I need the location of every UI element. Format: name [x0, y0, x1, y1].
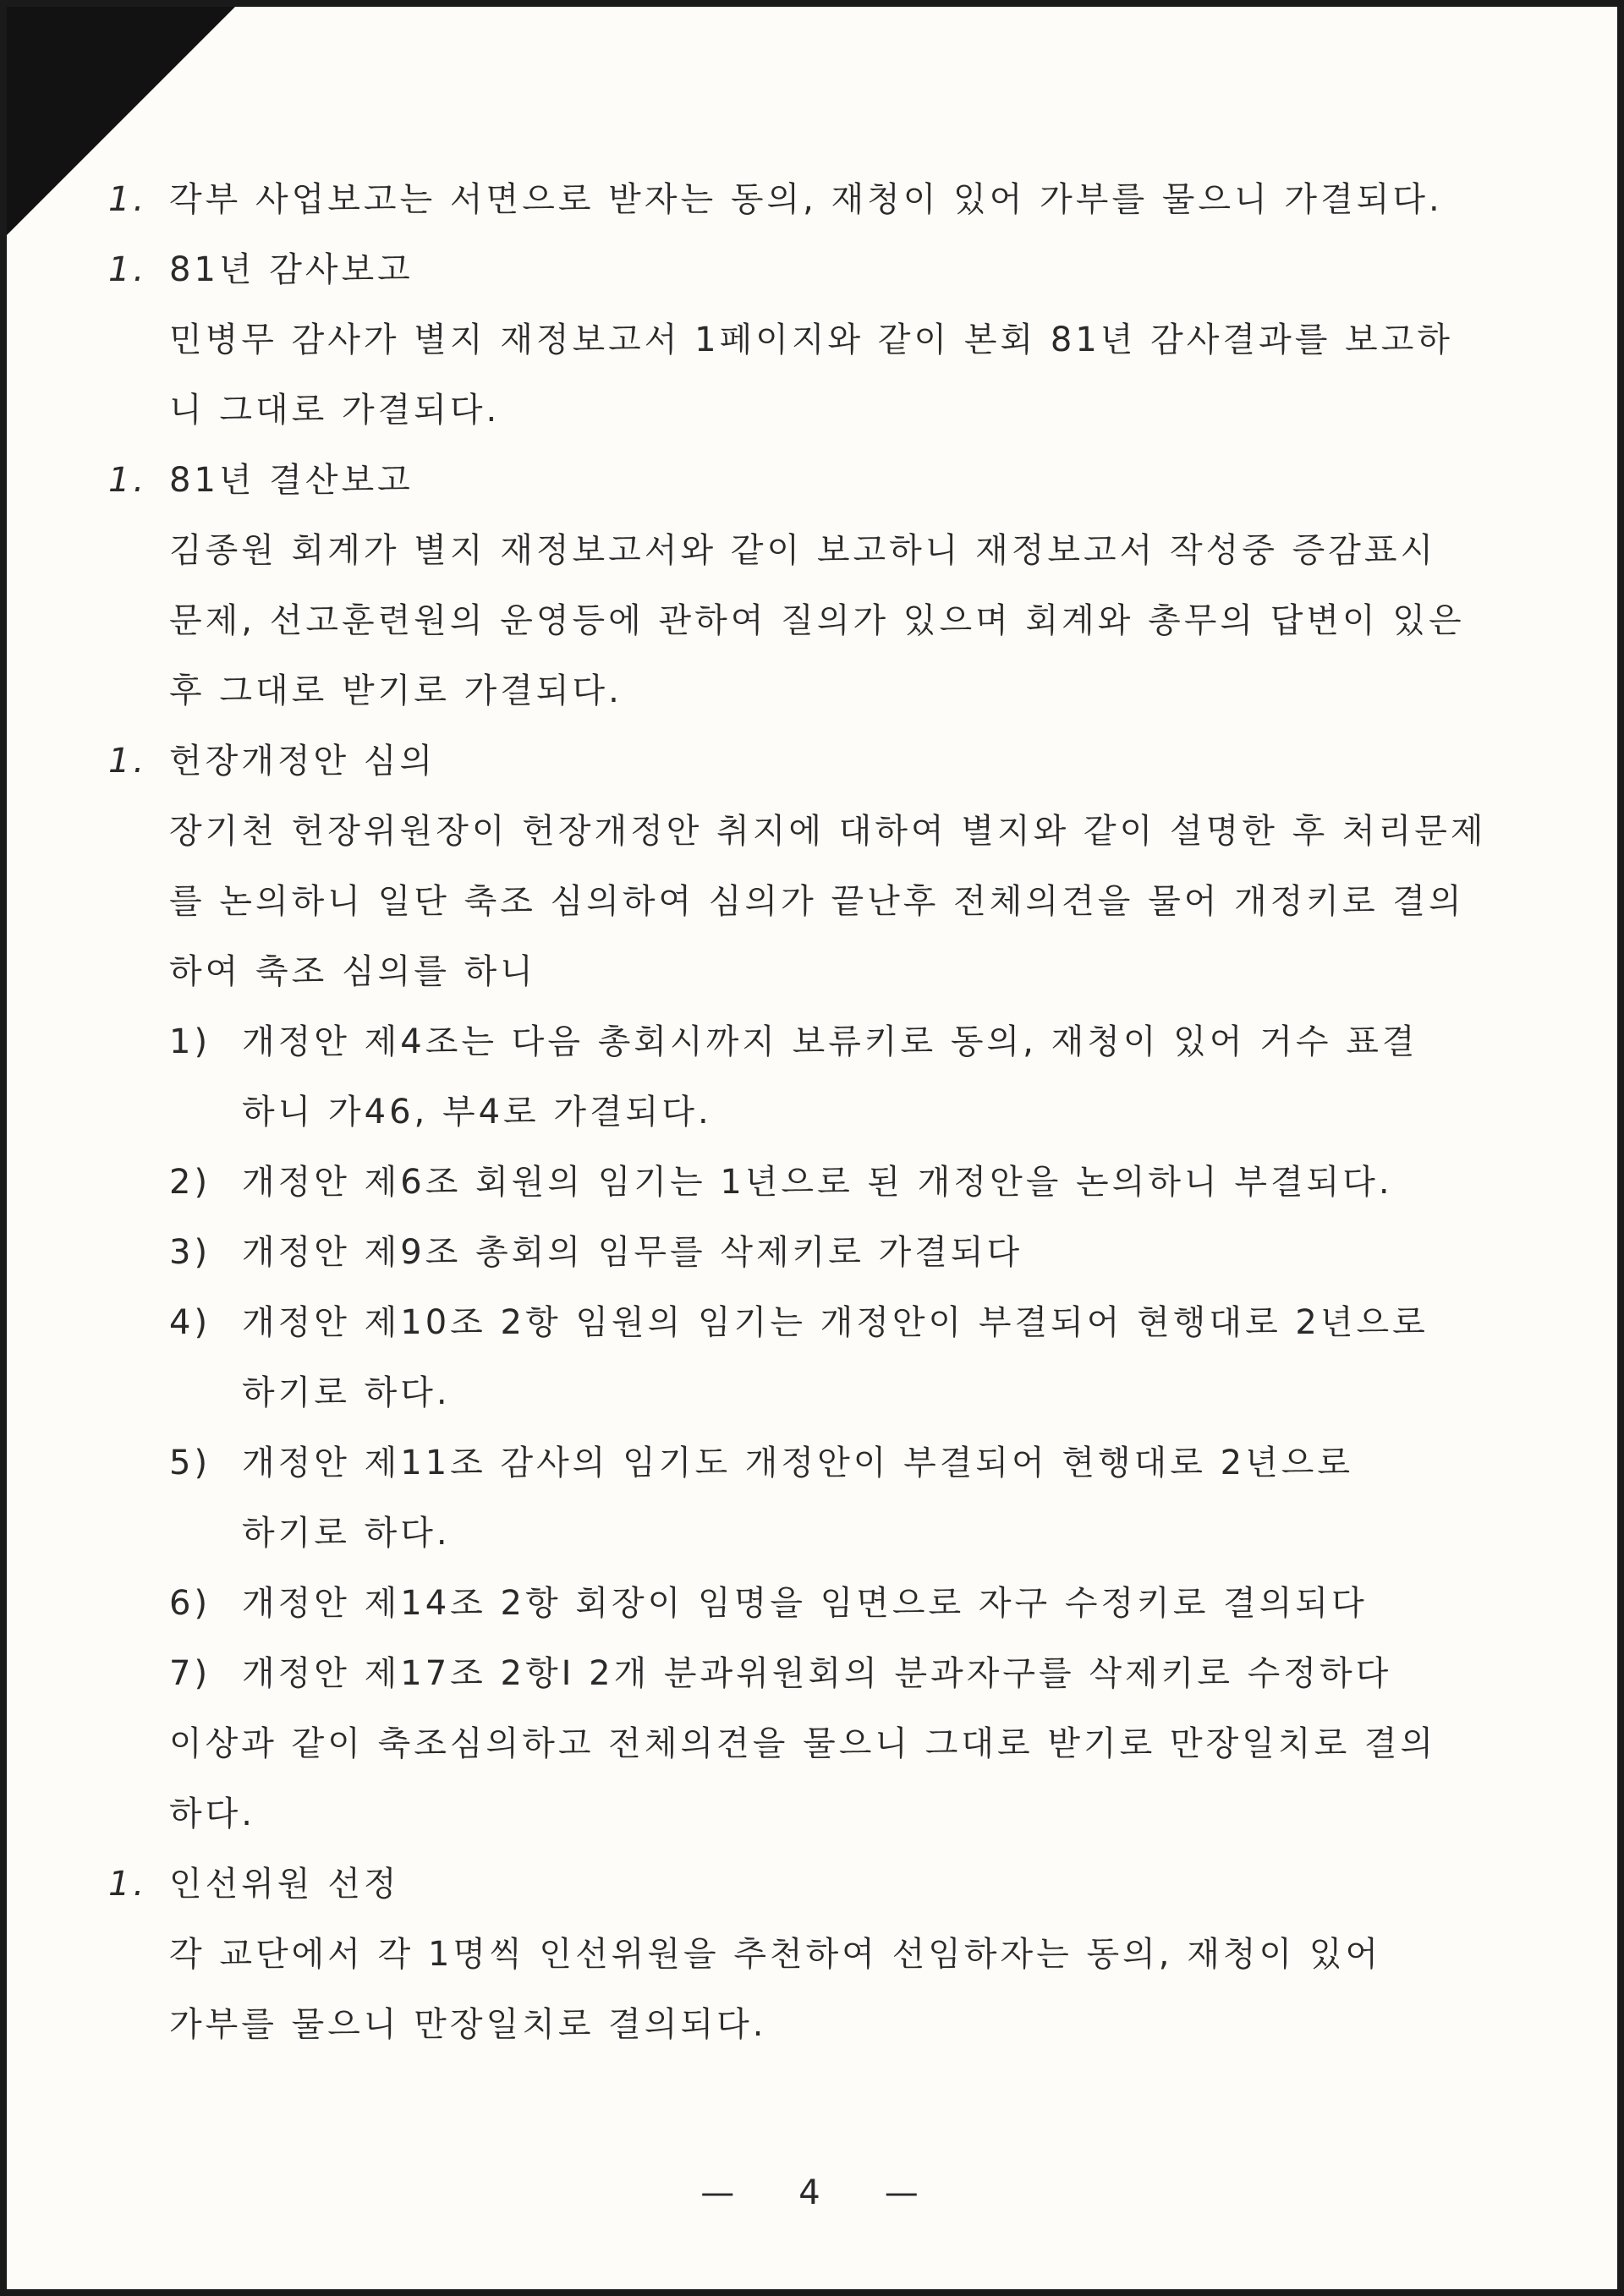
- agenda-item: [108, 246, 414, 293]
- sub-item-number: 4): [169, 1303, 211, 1342]
- item-number: 1.: [108, 180, 148, 219]
- paragraph-line: 를 논의하니 일단 축조 심의하여 심의가 끝난후 전체의견을 물어 개정키로 결의: [169, 882, 1465, 921]
- paragraph-line: 하여 축조 심의를 하니: [169, 952, 536, 991]
- page-number-dash-left: —: [700, 2173, 740, 2212]
- sub-item-number: 5): [169, 1444, 211, 1482]
- sub-item-text: 개정안 제9조 총회의 임무를 삭제키로 가결되다: [242, 1233, 1023, 1272]
- item-heading: 헌장개정안 심의: [169, 742, 436, 781]
- paragraph-line: 김종원 회계가 별지 재정보고서와 같이 보고하니 재정보고서 작성중 증감표시: [169, 531, 1437, 570]
- item-number: 1.: [108, 1865, 148, 1904]
- item-number: 1.: [108, 742, 148, 781]
- sub-item: [169, 1159, 1393, 1206]
- sub-item-text: 개정안 제6조 회원의 임기는 1년으로 된 개정안을 논의하니 부결되다.: [242, 1163, 1393, 1202]
- item-heading: 인선위원 선정: [169, 1865, 400, 1904]
- sub-item-text: 개정안 제10조 2항 임원의 임기는 개정안이 부결되어 현행대로 2년으로: [242, 1303, 1429, 1342]
- item-number: 1.: [108, 461, 148, 500]
- paragraph-line: 문제, 선고훈련원의 운영등에 관하여 질의가 있으며 회계와 총무의 답변이 있은: [169, 601, 1465, 640]
- sub-item-text: 개정안 제11조 감사의 임기도 개정안이 부결되어 현행대로 2년으로: [242, 1444, 1353, 1482]
- sub-item-text: 개정안 제17조 2항I 2개 분과위원회의 분과자구를 삭제키로 수정하다: [242, 1654, 1392, 1693]
- paragraph-line: 후 그대로 받기로 가결되다.: [169, 671, 623, 710]
- sub-item-number: 3): [169, 1233, 211, 1272]
- paragraph-line: 이상과 같이 축조심의하고 전체의견을 물으니 그대로 받기로 만장일치로 결의: [169, 1724, 1437, 1763]
- page-footer: [7, 2173, 1617, 2212]
- sub-item-number: 7): [169, 1654, 211, 1693]
- sub-item-number: 2): [169, 1163, 211, 1202]
- paragraph-line: 하기로 하다.: [242, 1514, 451, 1553]
- item-heading: 81년 감사보고: [169, 250, 414, 289]
- page-number: 4: [798, 2173, 826, 2212]
- item-text: 각부 사업보고는 서면으로 받자는 동의, 재청이 있어 가부를 물으니 가결되다.: [169, 180, 1443, 219]
- sub-item-text: 개정안 제4조는 다음 총회시까지 보류키로 동의, 재청이 있어 거수 표결: [242, 1022, 1418, 1061]
- sub-item: [169, 1650, 1391, 1697]
- paragraph-line: 각 교단에서 각 1명씩 인선위원을 추천하여 선임하자는 동의, 재청이 있어: [169, 1935, 1382, 1974]
- agenda-item: [108, 457, 414, 504]
- paragraph-line: 니 그대로 가결되다.: [169, 391, 501, 430]
- paragraph-line: 가부를 물으니 만장일치로 결의되다.: [169, 2005, 767, 2044]
- paragraph-line: 하니 가46, 부4로 가결되다.: [242, 1093, 712, 1132]
- sub-item-text: 개정안 제14조 2항 회장이 임명을 임면으로 자구 수정키로 결의되다: [242, 1584, 1368, 1623]
- item-number: 1.: [108, 250, 148, 289]
- agenda-item: [108, 737, 436, 785]
- sub-item: [169, 1229, 1023, 1276]
- agenda-item: [108, 176, 1443, 223]
- sub-item: [169, 1018, 1418, 1066]
- sub-item: [169, 1439, 1353, 1487]
- sub-item-number: 1): [169, 1022, 211, 1061]
- sub-item-number: 6): [169, 1584, 211, 1623]
- agenda-item: [108, 1860, 400, 1908]
- item-heading: 81년 결산보고: [169, 461, 414, 500]
- paragraph-line: 장기천 헌장위원장이 헌장개정안 취지에 대하여 별지와 같이 설명한 후 처리문제: [169, 812, 1487, 851]
- paragraph-line: 하기로 하다.: [242, 1373, 451, 1412]
- sub-item: [169, 1299, 1429, 1346]
- paragraph-line: 하다.: [169, 1795, 255, 1833]
- sub-item: [169, 1580, 1368, 1627]
- paragraph-line: 민병무 감사가 별지 재정보고서 1페이지와 같이 본회 81년 감사결과를 보고하: [169, 321, 1453, 359]
- page-number-dash-right: —: [884, 2173, 924, 2212]
